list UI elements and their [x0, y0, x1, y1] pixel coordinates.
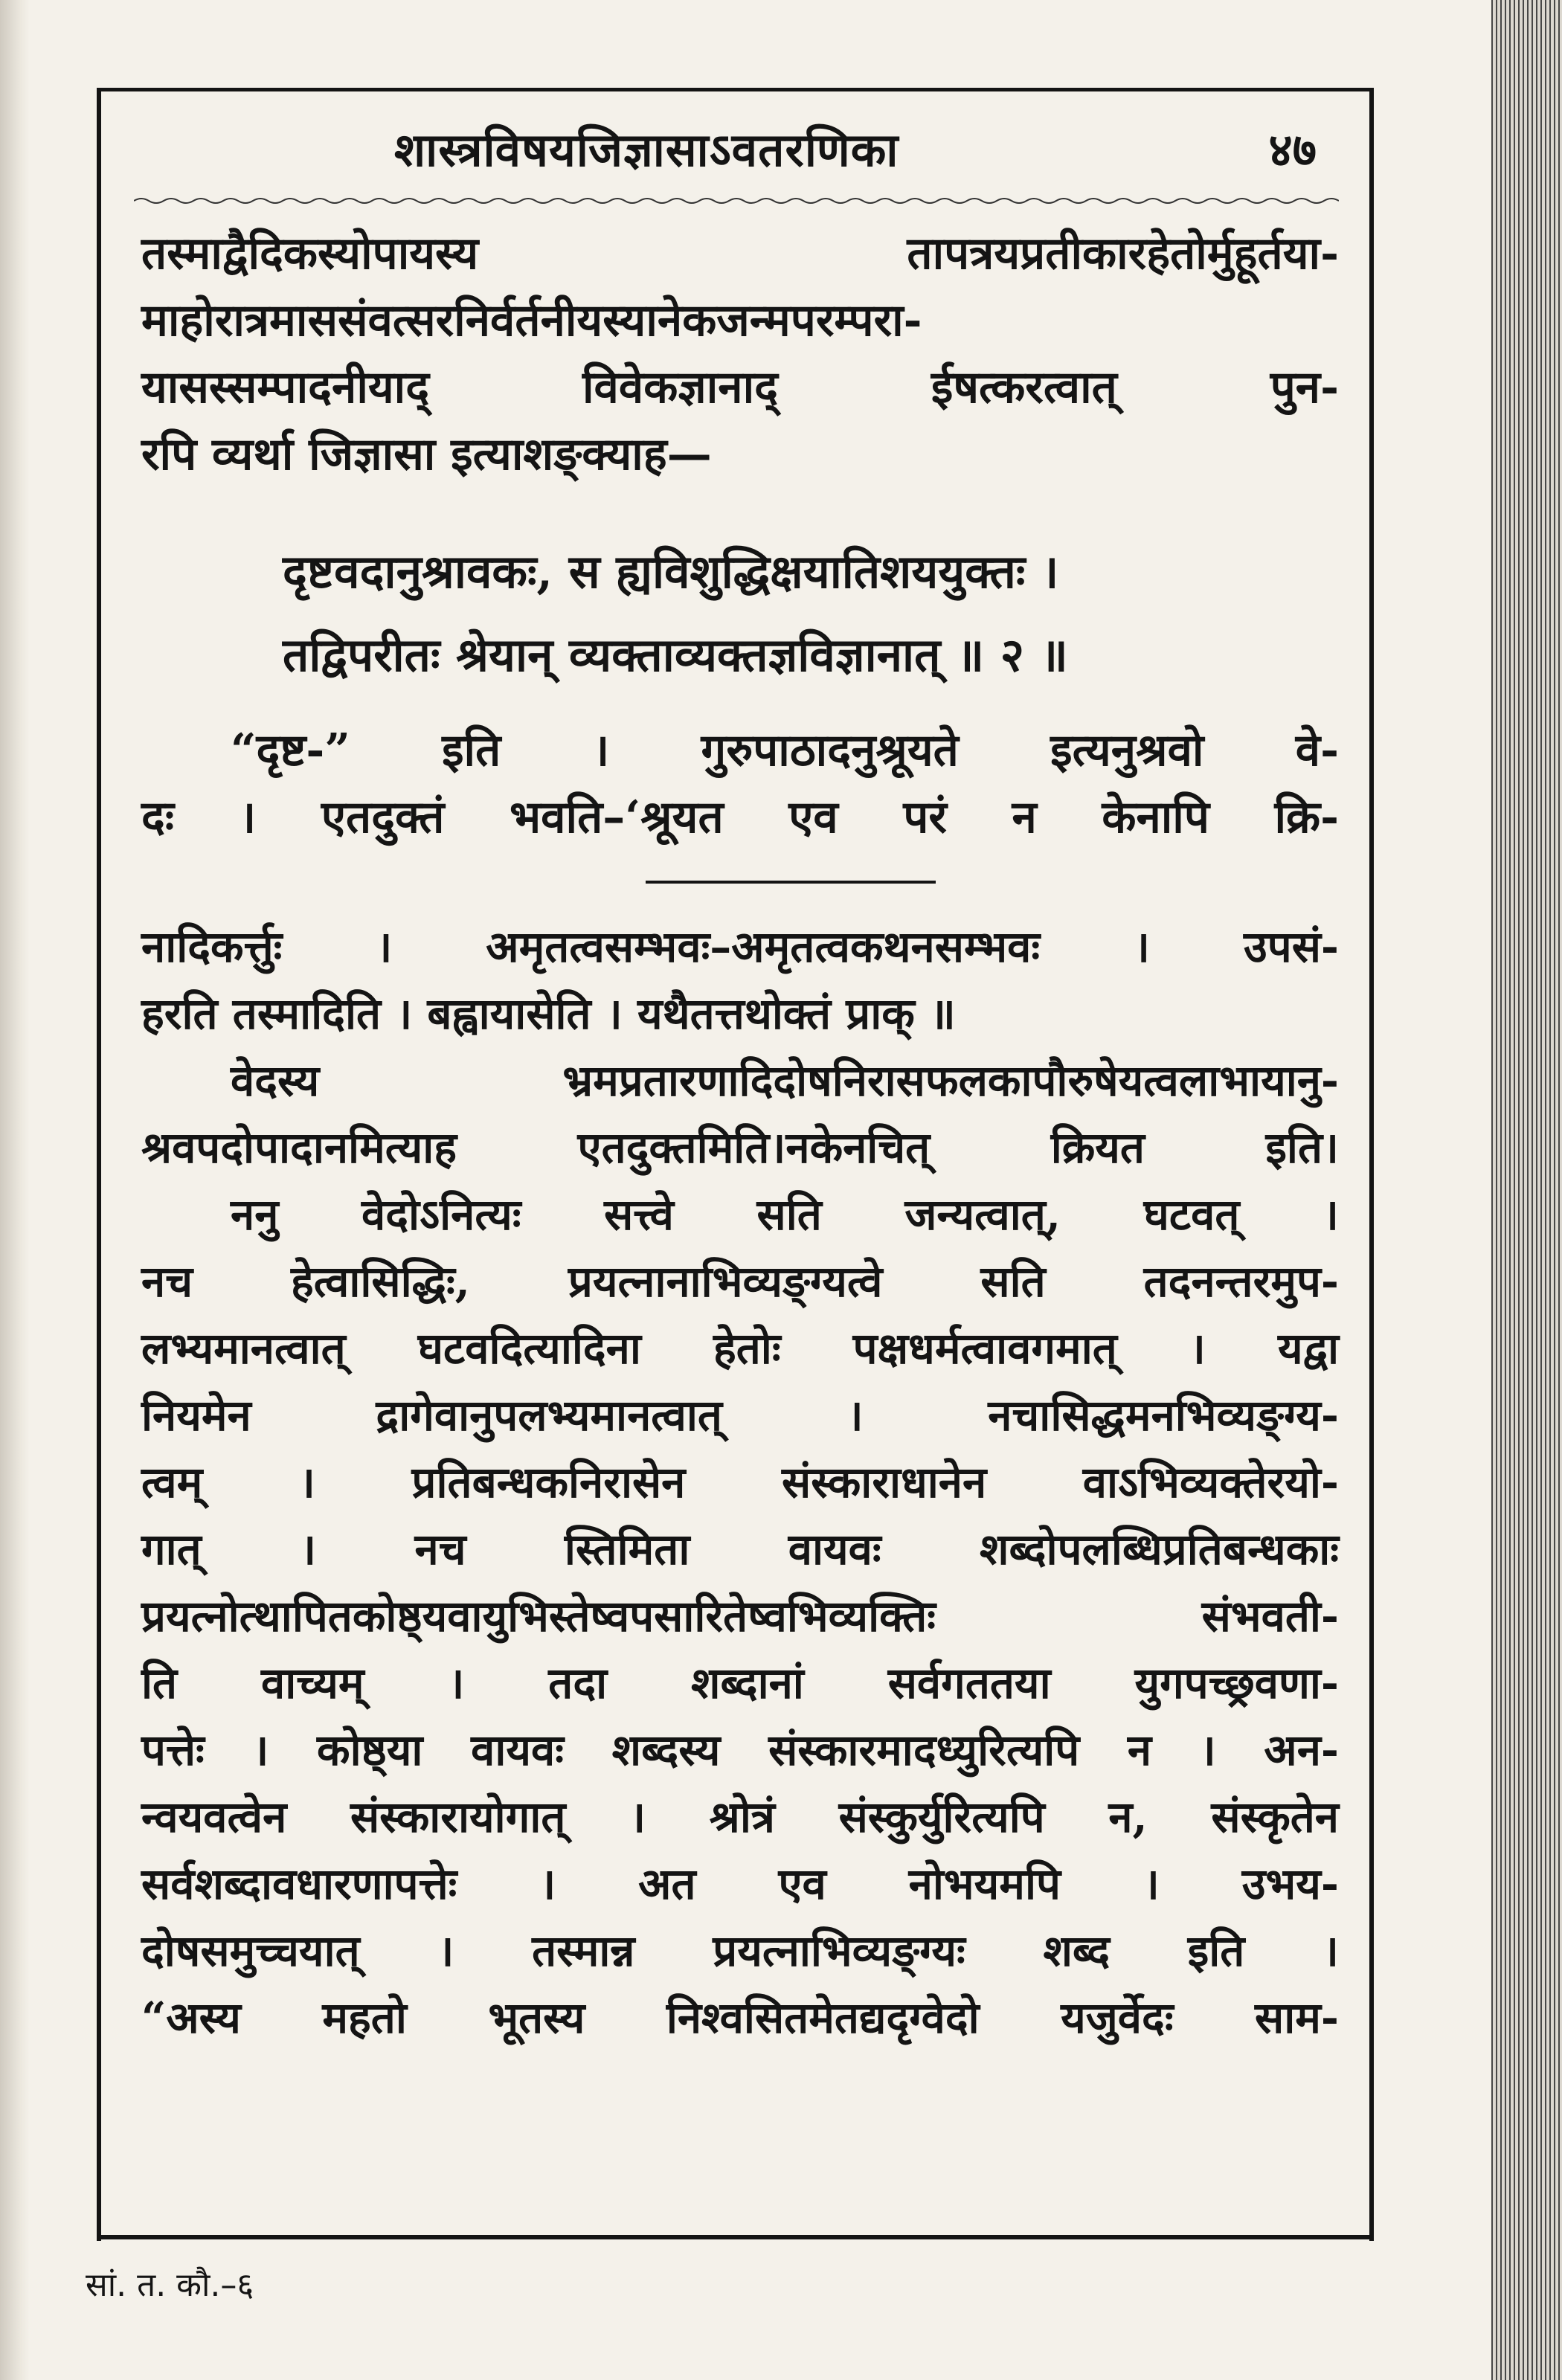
text-line: यासस्सम्पादनीयाद् विवेकज्ञानाद् ईषत्करत्वात् पुन-	[141, 361, 1339, 414]
commentary-line: न्वयवत्वेन संस्कारायोगात् । श्रोत्रं संस्कुर्युरित्यपि न, संस्कृतेन	[141, 1792, 1339, 1842]
commentary-line: प्रयत्नोत्थापितकोष्ठ्यवायुभिस्तेष्वपसारितेष्वभिव्यक्तिः संभवती-	[141, 1591, 1339, 1641]
commentary-line: लभ्यमानत्वात् घटवदित्यादिना हेतोः पक्षधर्मत्वावगमात् । यद्वा	[141, 1323, 1339, 1374]
prose-after-verse	[141, 717, 1339, 851]
text-line: तस्माद्वैदिकस्योपायस्य तापत्रयप्रतीकारहेतोर्मुहूर्तया-	[141, 228, 1339, 280]
verse-line: तद्विपरीतः श्रेयान् व्यक्ताव्यक्तज्ञविज्ञानात् ॥ २ ॥	[283, 628, 1068, 682]
commentary-line: पत्तेः । कोष्ठ्या वायवः शब्दस्य संस्कारमादध्युरित्यपि न । अन-	[141, 1725, 1339, 1775]
prose-top	[141, 220, 1339, 488]
text-line: रपि व्यर्था जिज्ञासा इत्याशङ्क्याह—	[141, 428, 712, 480]
page-number: ४७	[1268, 123, 1317, 177]
commentary-line: गात् । नच स्तिमिता वायवः शब्दोपलब्धिप्रतिबन्धकाः	[141, 1524, 1339, 1575]
text-line: दः । एतदुक्तं भवति–‘श्रूयत एव परं न केनापि क्रि-	[141, 791, 1339, 843]
commentary-line: नच हेत्वासिद्धिः, प्रयत्नानाभिव्यङ्ग्यत्वे सति तदनन्तरमुप-	[141, 1256, 1339, 1307]
commentary-line: ति वाच्यम् । तदा शब्दानां सर्वगततया युगपच्छ्रवणा-	[141, 1658, 1339, 1708]
karika-verse	[141, 538, 1339, 689]
commentary-line: सर्वशब्दावधारणापत्तेः । अत एव नोभयमपि । उभय-	[141, 1859, 1339, 1909]
page-bottom-rule	[97, 2235, 1374, 2239]
commentary-line: नादिकर्त्तुः । अमृतत्वसम्भवः–अमृतत्वकथनसम्भवः । उपसं-	[141, 922, 1339, 972]
commentary-line: “अस्य महतो भूतस्य निश्वसितमेतद्यदृग्वेदो यजुर्वेदः साम-	[141, 1993, 1339, 2043]
text-line: “दृष्ट-” इति । गुरुपाठादनुश्रूयते इत्यनुश्रवो वे-	[231, 724, 1339, 776]
commentary-line: दोषसमुच्चयात् । तस्मान्न प्रयत्नाभिव्यङ्ग्यः शब्द इति ।	[141, 1926, 1339, 1976]
signature-mark: सां. त. कौ.–६	[86, 2266, 254, 2304]
verse-line: दृष्टवदानुश्रावकः, स ह्यविशुद्धिक्षयातिशययुक्तः ।	[283, 544, 1059, 599]
commentary-line: नियमेन द्रागेवानुपलभ्यमानत्वात् । नचासिद्धमनभिव्यङ्ग्य-	[141, 1390, 1339, 1441]
commentary	[141, 913, 1339, 2051]
commentary-line: ननु वेदोऽनित्यः सत्त्वे सति जन्यत्वात्, घटवत् ।	[231, 1189, 1339, 1240]
commentary-line: वेदस्य भ्रमप्रतारणादिदोषनिरासफलकापौरुषेयत्वलाभायानु-	[231, 1055, 1339, 1106]
header-title: शास्त्रविषयजिज्ञासाऽवतरणिका	[394, 123, 899, 177]
scan-left-edge	[0, 0, 30, 2380]
commentary-line: श्रवपदोपादानमित्याह एतदुक्तमिति।नकेनचित् क्रियत इति।	[141, 1122, 1339, 1173]
scan-right-edge	[1491, 0, 1562, 2380]
commentary-line: त्वम् । प्रतिबन्धकनिरासेन संस्काराधानेन वाऽभिव्यक्तेरयो-	[141, 1457, 1339, 1508]
header-wavy-rule	[134, 195, 1339, 207]
text-line: माहोरात्रमाससंवत्सरनिर्वर्तनीयस्यानेकजन्मपरम्परा-	[141, 295, 922, 347]
footnote-separator	[646, 881, 936, 884]
running-header	[97, 112, 1369, 193]
commentary-line: हरति तस्मादिति । बह्वायासेति । यथैतत्तथोक्तं प्राक् ॥	[141, 988, 956, 1039]
